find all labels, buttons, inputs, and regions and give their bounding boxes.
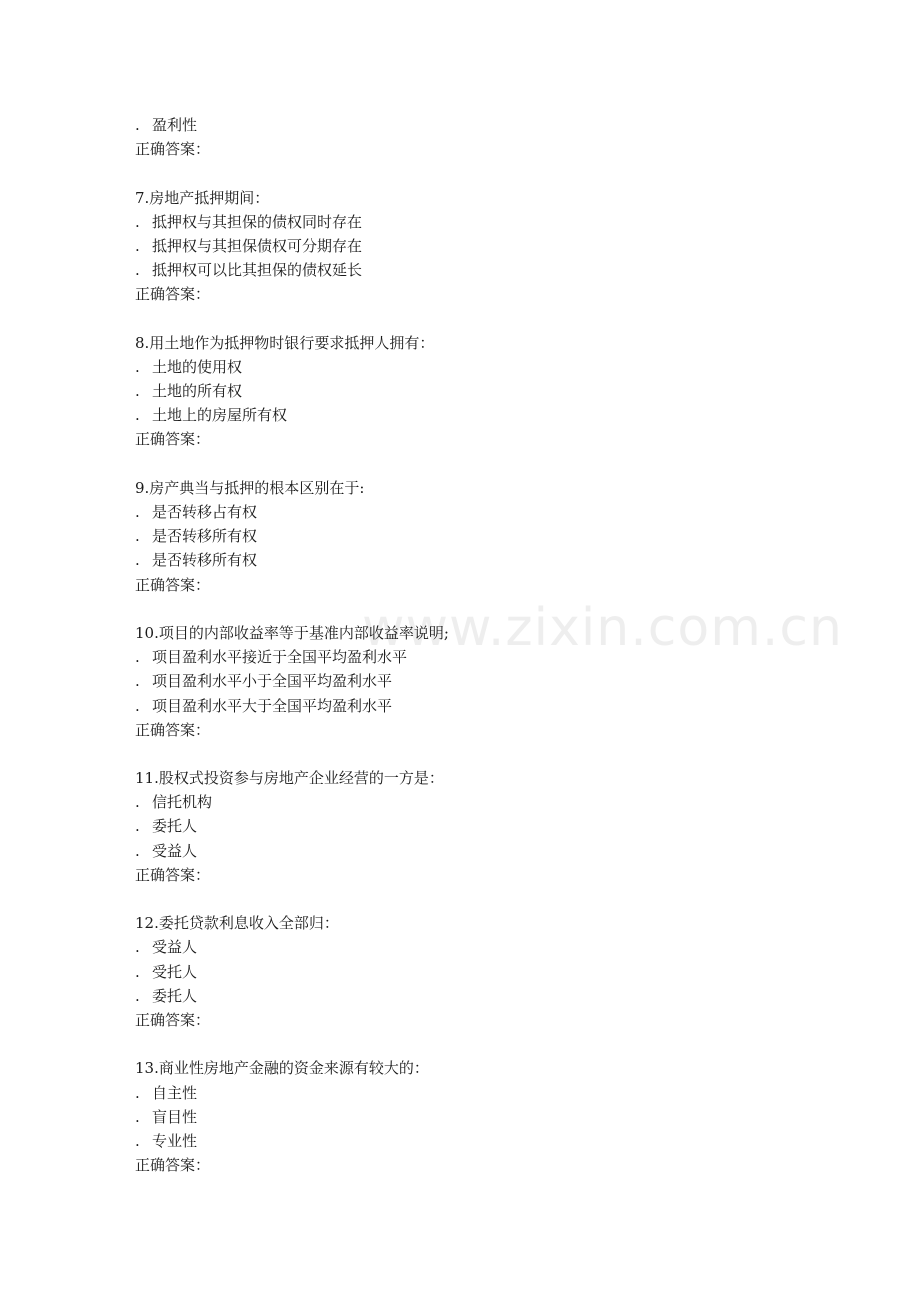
option-marker: .: [135, 672, 140, 691]
option-marker: .: [135, 793, 140, 812]
question-8: [135, 331, 775, 452]
option-text: 专业性: [152, 1131, 198, 1150]
option: [135, 355, 775, 379]
option-text: 盲目性: [152, 1107, 198, 1126]
option: [135, 814, 775, 838]
option: [135, 669, 775, 693]
question-stem: 9.房产典当与抵押的根本区别在于:: [135, 478, 365, 497]
option: [135, 403, 775, 427]
answer-label: 正确答案：: [135, 575, 211, 594]
option-marker: .: [135, 212, 140, 231]
option: [135, 258, 775, 282]
option-marker: .: [135, 1131, 140, 1150]
option-marker: .: [135, 551, 140, 570]
option-marker: .: [135, 938, 140, 957]
option-text: 受益人: [152, 841, 198, 860]
option-marker: .: [135, 503, 140, 521]
option-marker: .: [135, 817, 140, 836]
option: [135, 113, 775, 137]
option-text: 委托人: [152, 817, 198, 836]
question-7: [135, 186, 775, 307]
question-stem: 11.股权式投资参与房地产企业经营的一方是：: [135, 769, 444, 788]
option-text: 抵押权与其担保债权可分期存在: [152, 236, 363, 255]
option-text: 项目盈利水平大于全国平均盈利水平: [152, 696, 393, 715]
option-marker: .: [135, 648, 140, 667]
question-9: [135, 476, 775, 597]
option-marker: .: [135, 236, 140, 255]
option: [135, 524, 775, 548]
question-fragment: [135, 113, 775, 161]
option-text: 土地上的房屋所有权: [152, 406, 288, 425]
option: [135, 234, 775, 258]
option-marker: .: [135, 116, 140, 134]
option-text: 是否转移所有权: [152, 527, 258, 546]
option: [135, 839, 775, 863]
option-text: 委托人: [152, 986, 198, 1005]
question-stem: 10.项目的内部收益率等于基准内部收益率说明;: [135, 623, 449, 642]
option-text: 抵押权可以比其担保的债权延长: [152, 261, 363, 280]
option: [135, 645, 775, 669]
option-marker: .: [135, 382, 140, 401]
watermark: www.zixin.com.cn: [362, 598, 843, 658]
answer-label: 正确答案：: [135, 1010, 211, 1029]
option-text: 受益人: [152, 938, 198, 957]
option-marker: .: [135, 261, 140, 280]
question-stem: 13.商业性房地产金融的资金来源有较大的：: [135, 1059, 429, 1078]
option-text: 土地的使用权: [152, 357, 243, 376]
question-13: [135, 1056, 775, 1177]
option-marker: .: [135, 406, 140, 425]
option: [135, 210, 775, 234]
option-text: 受托人: [152, 962, 198, 981]
option-text: 自主性: [152, 1083, 198, 1102]
question-list: [135, 113, 775, 1201]
option: [135, 1105, 775, 1129]
question-stem: 12.委托贷款利息收入全部归：: [135, 914, 339, 933]
option-marker: .: [135, 696, 140, 715]
option-text: 盈利性: [152, 116, 198, 134]
option: [135, 984, 775, 1008]
question-stem: 7.房地产抵押期间：: [135, 188, 270, 207]
option-marker: .: [135, 841, 140, 860]
question-stem: 8.用土地作为抵押物时银行要求抵押人拥有：: [135, 333, 435, 352]
option-text: 是否转移所有权: [152, 551, 258, 570]
answer-label: 正确答案：: [135, 1156, 211, 1175]
option-text: 项目盈利水平小于全国平均盈利水平: [152, 672, 393, 691]
question-10: [135, 621, 775, 742]
option-marker: .: [135, 962, 140, 981]
option-marker: .: [135, 357, 140, 376]
option-marker: .: [135, 1107, 140, 1126]
option-text: 抵押权与其担保的债权同时存在: [152, 212, 363, 231]
option: [135, 694, 775, 718]
option: [135, 790, 775, 814]
option: [135, 960, 775, 984]
answer-label: 正确答案：: [135, 285, 211, 304]
option-text: 项目盈利水平接近于全国平均盈利水平: [152, 648, 408, 667]
answer-label: 正确答案：: [135, 140, 211, 159]
answer-label: 正确答案：: [135, 720, 211, 739]
option-marker: .: [135, 1083, 140, 1102]
option: [135, 548, 775, 572]
answer-label: 正确答案：: [135, 865, 211, 884]
option-text: 土地的所有权: [152, 382, 243, 401]
option-marker: .: [135, 527, 140, 546]
option-text: 信托机构: [152, 793, 213, 812]
option: [135, 1129, 775, 1153]
option-text: 是否转移占有权: [152, 503, 258, 521]
answer-label: 正确答案：: [135, 430, 211, 449]
option: [135, 1081, 775, 1105]
option: [135, 935, 775, 959]
question-11: [135, 766, 775, 887]
option: [135, 379, 775, 403]
question-12: [135, 911, 775, 1032]
option-marker: .: [135, 986, 140, 1005]
option: [135, 500, 775, 524]
